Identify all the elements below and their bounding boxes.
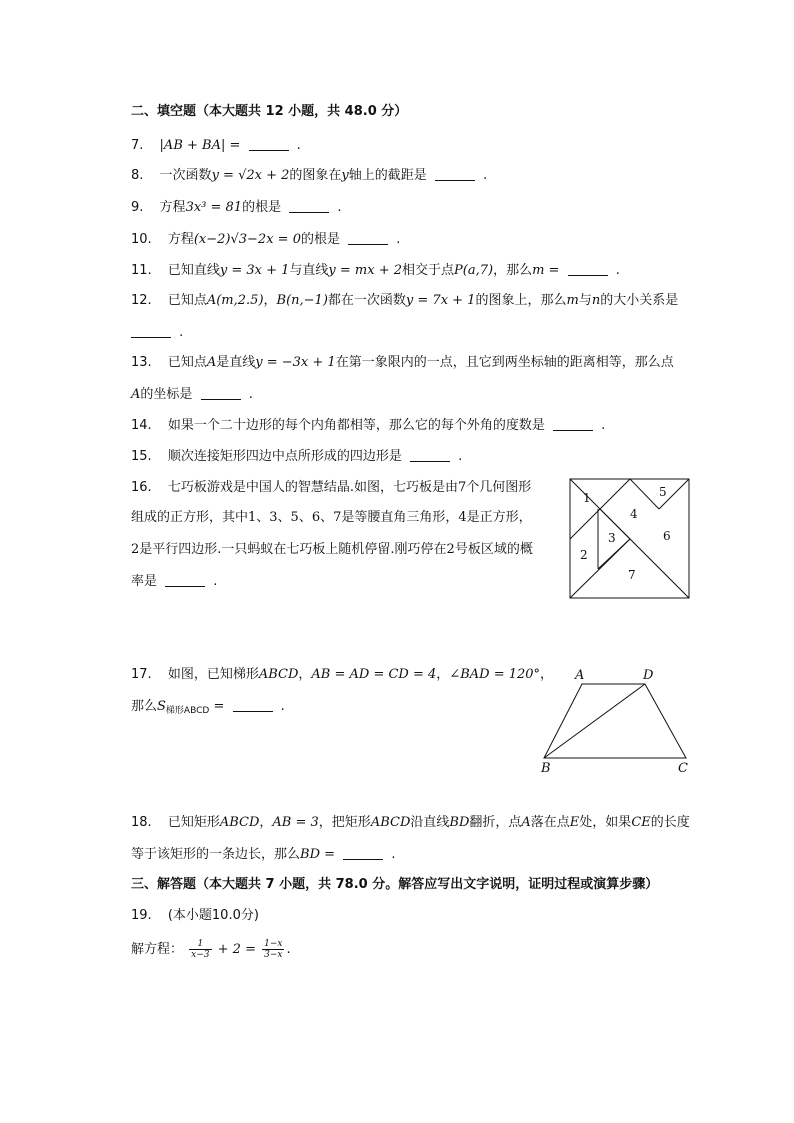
answer-blank[interactable] — [165, 572, 205, 587]
question-16-line2: 组成的正方形，其中1、3、5、6、7是等腰直角三角形，4是正方形， — [131, 510, 532, 525]
question-15: 15. 顺次连接矩形四边中点所形成的四边形是 . — [131, 449, 463, 464]
tangram-label-7: 7 — [628, 568, 636, 582]
question-19-equation: 解方程： $\frac{1}{x-3}$ + 2 = $\frac{1-x}{3-x}$ . — [131, 939, 291, 960]
tangram-label-1: 1 — [583, 491, 591, 505]
vertex-label-d: D — [643, 668, 654, 683]
vertex-label-b: B — [541, 761, 551, 776]
question-12-cont: . — [131, 323, 183, 342]
vertex-label-c: C — [678, 761, 688, 776]
answer-blank[interactable] — [553, 416, 593, 431]
question-17: 17. 如图，已知梯形ABCD，AB = AD = CD = 4，∠BAD = 120°， — [131, 667, 554, 682]
trapezoid-abcd — [544, 684, 686, 758]
question-13: 13. 已知点A是直线y = −3x + 1在第一象限内的一点，且它到两坐标轴的距离相等，那么点 — [131, 355, 674, 370]
question-16-line4: 率是 . — [131, 574, 218, 589]
vertex-label-a: A — [575, 668, 585, 683]
q7-expression: |AB + BA| = — [159, 138, 241, 153]
answer-blank[interactable] — [343, 845, 383, 860]
tangram-line-h — [570, 539, 630, 598]
question-11: 11. 已知直线y = 3x + 1与直线y = mx + 2相交于点P(a,7)，那么m = . — [131, 263, 620, 278]
answer-blank[interactable] — [131, 323, 171, 338]
tangram-label-3: 3 — [608, 531, 616, 545]
question-12: 12. 已知点A(m,2.5)，B(n,−1)都在一次函数y = 7x + 1的图象上，那么m与n的大小关系是 — [131, 293, 679, 308]
question-16: 16. 七巧板游戏是中国人的智慧结晶.如图，七巧板是由7个几何图形 — [131, 480, 532, 495]
answer-blank[interactable] — [568, 261, 608, 276]
question-10: 10. 方程(x−2)√3−2x = 0的根是 . — [131, 232, 401, 247]
answer-blank[interactable] — [249, 136, 289, 151]
question-14: 14. 如果一个二十边形的每个内角都相等，那么它的每个外角的度数是 . — [131, 418, 606, 433]
fraction-right: $\frac{1-x}{3-x}$ — [264, 939, 283, 960]
diagonal-bd — [544, 684, 645, 758]
tangram-label-5: 5 — [659, 485, 667, 499]
question-7: 7. |AB + BA| = . — [131, 138, 301, 153]
answer-blank[interactable] — [348, 230, 388, 245]
trapezoid-figure — [535, 664, 695, 776]
question-17-line2: 那么$S_{梯形ABCD}$ = . — [131, 699, 285, 716]
tangram-line-c — [630, 479, 659, 509]
answer-blank[interactable] — [201, 385, 241, 400]
tangram-figure — [569, 478, 691, 600]
section-2-title: 二、填空题（本大题共 12 小题，共 48.0 分） — [131, 104, 408, 119]
question-9: 9. 方程3x³ = 81的根是 . — [131, 200, 342, 215]
question-8: 8. 一次函数y = √2x + 2的图象在y轴上的截距是 . — [131, 168, 488, 183]
question-18: 18. 已知矩形ABCD，AB = 3，把矩形ABCD沿直线BD翻折，点A落在点E处，如果CE的长度 — [131, 815, 690, 830]
answer-blank[interactable] — [410, 447, 450, 462]
tangram-label-6: 6 — [663, 529, 671, 543]
question-18-line2: 等于该矩形的一条边长，那么BD = . — [131, 847, 396, 862]
answer-blank[interactable] — [435, 166, 475, 181]
section-3-title: 三、解答题（本大题共 7 小题，共 78.0 分。解答应写出文字说明，证明过程或演算步骤） — [131, 877, 659, 892]
tangram-label-4: 4 — [630, 507, 638, 521]
question-19: 19. (本小题10.0分) — [131, 908, 259, 923]
question-13-cont: A的坐标是 . — [131, 387, 253, 402]
tangram-label-2: 2 — [580, 548, 588, 562]
question-16-line3: 2是平行四边形.一只蚂蚁在七巧板上随机停留.刚巧停在2号板区域的概 — [131, 542, 533, 557]
fraction-left: $\frac{1}{x-3}$ — [191, 939, 210, 960]
answer-blank[interactable] — [233, 697, 273, 712]
answer-blank[interactable] — [289, 198, 329, 213]
